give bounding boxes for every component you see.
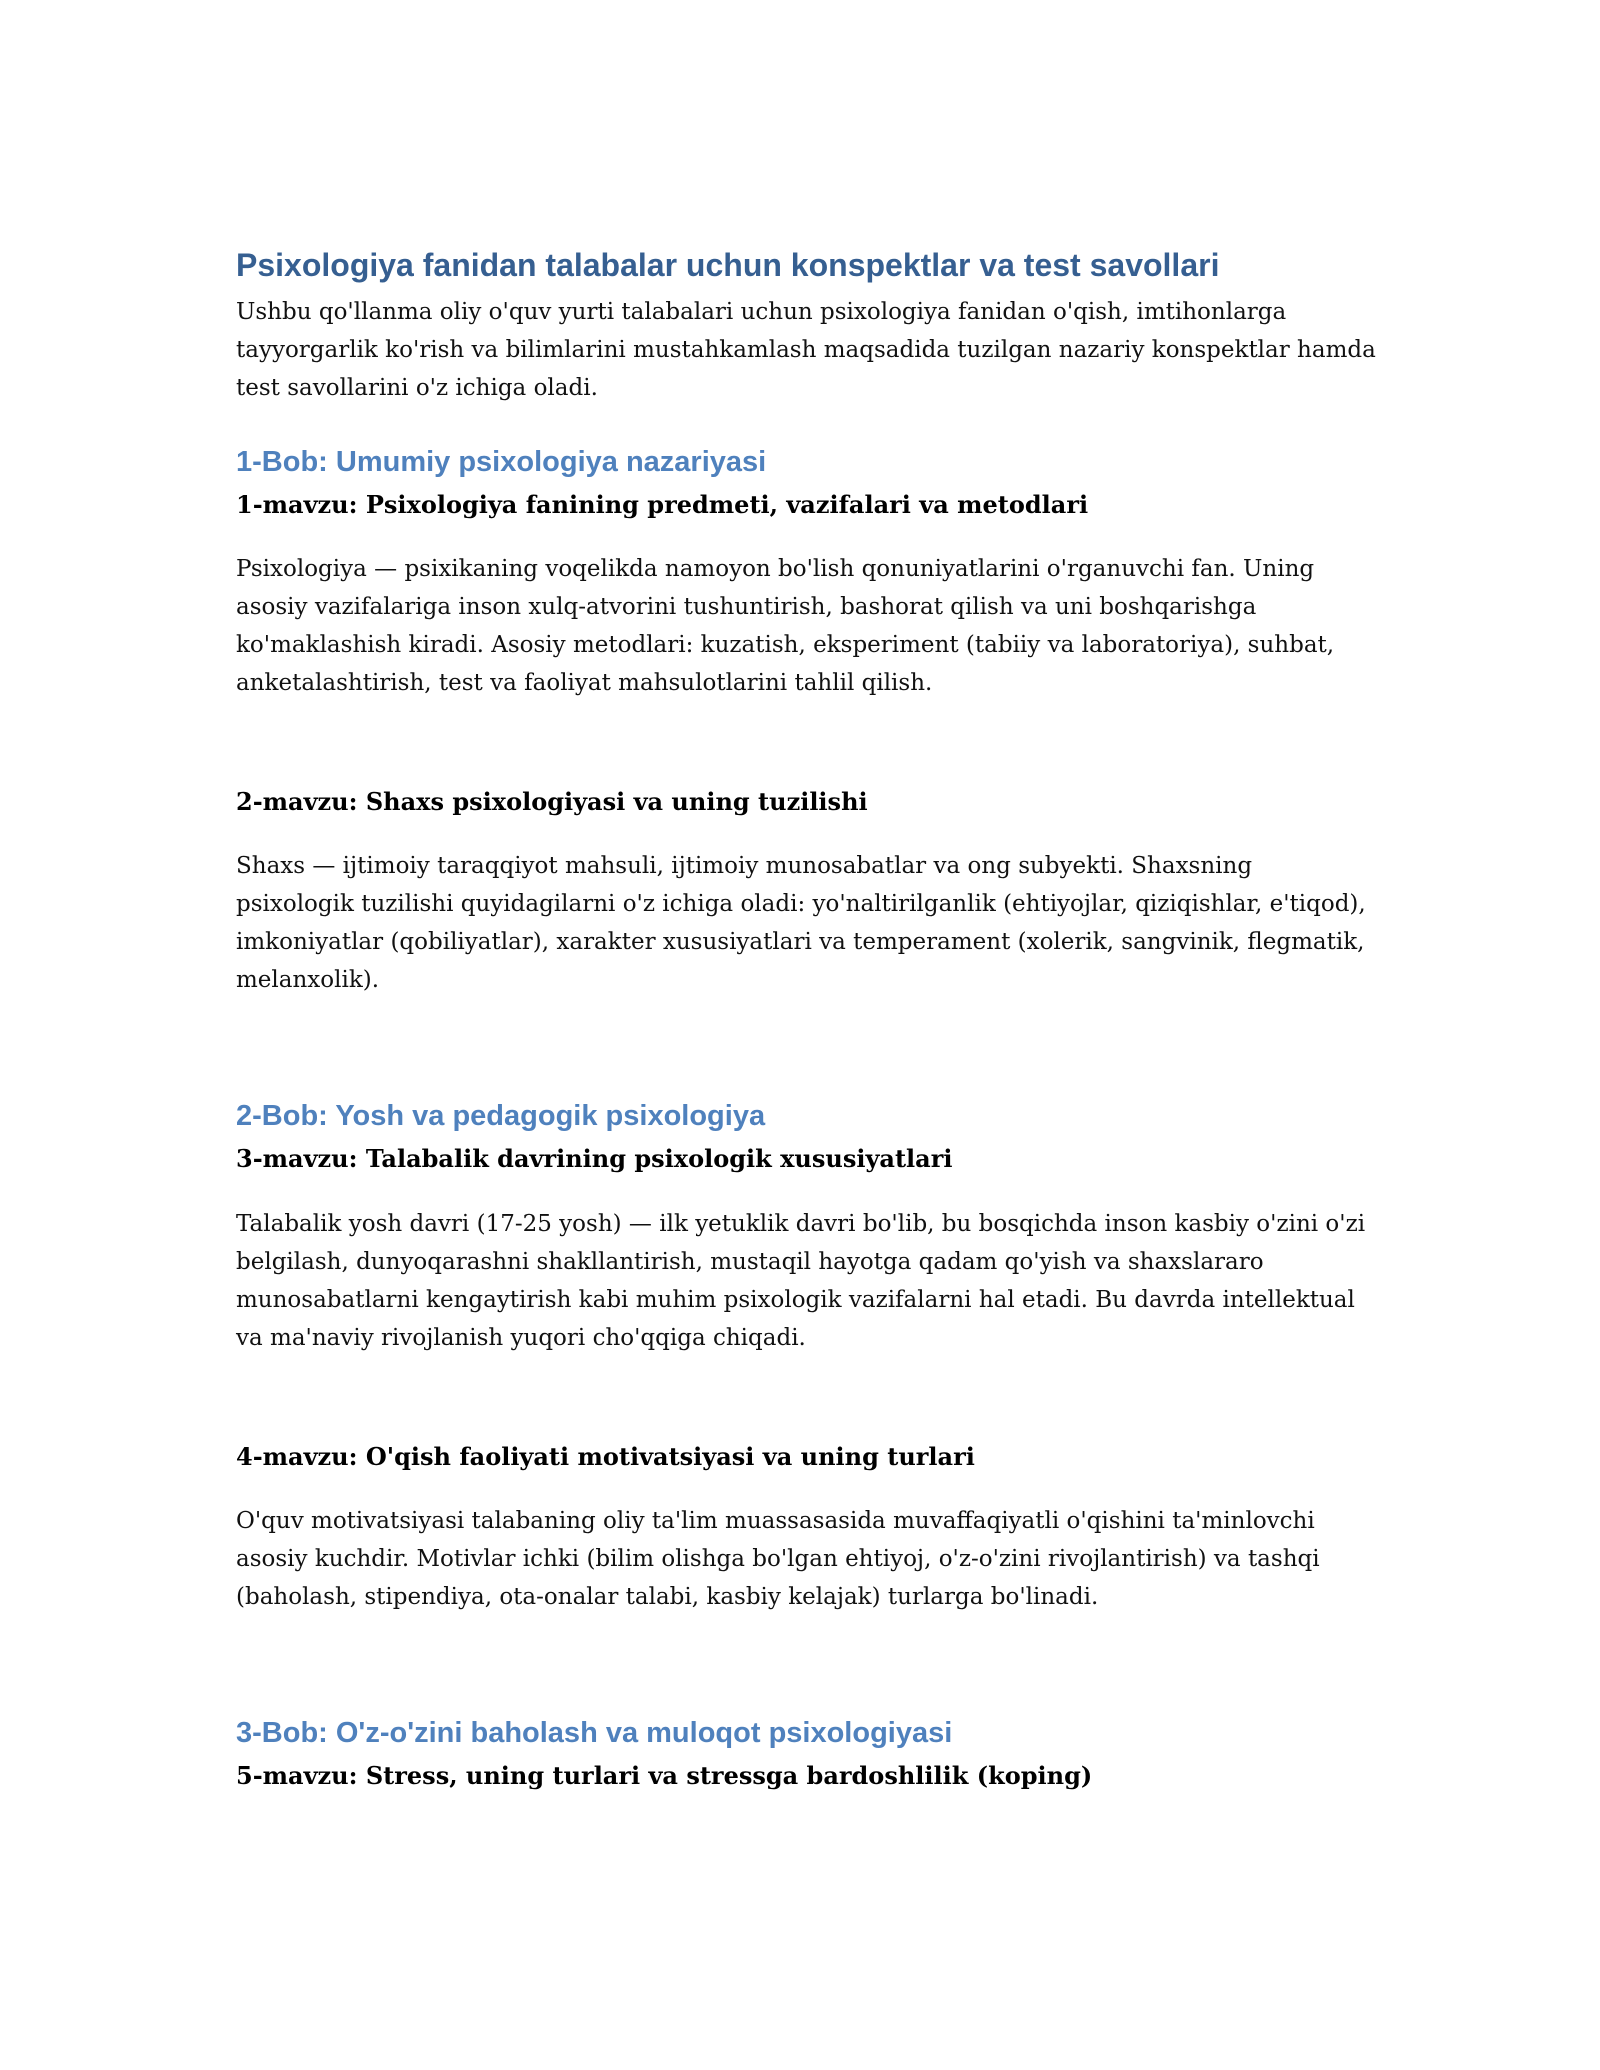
topic-title: 3-mavzu: Talabalik davrining psixologik xususiyatlari: [236, 1144, 953, 1174]
document-intro: Ushbu qo'llanma oliy o'quv yurti talabalari uchun psixologiya fanidan o'qish, imtihonlarga tayyorgarlik ko'rish va bilimlarini mustahkamlash maqsadida tuzilgan nazariy konspektlar hamda test savollarini o'z ichiga oladi.: [236, 299, 1376, 402]
topic-title: 4-mavzu: O'qish faoliyati motivatsiyasi va uning turlari: [236, 1441, 975, 1471]
document-title: Psixologiya fanidan talabalar uchun konspektlar va test savollari: [236, 247, 1220, 283]
topic-title: 5-mavzu: Stress, uning turlari va stressga bardoshlilik (koping): [236, 1760, 1093, 1790]
chapter-2: [236, 1101, 1376, 1615]
document-page: [236, 248, 1376, 1821]
topic-text: Psixologiya — psixikaning voqelikda namoyon bo'lish qonuniyatlarini o'rganuvchi fan. Uning asosiy vazifalariga inson xulq-atvorini tushuntirish, bashorat qilish va uni boshqarishga ko'maklashish kiradi. Asosiy metodlari: kuzatish, eksperiment (tabiiy va laboratoriya), suhbat, anketalashtirish, test va faoliyat mahsulotlarini tahlil qilish.: [236, 556, 1335, 697]
topic-title: 1-mavzu: Psixologiya fanining predmeti, vazifalari va metodlari: [236, 490, 1089, 520]
topic-text: Talabalik yosh davri (17-25 yosh) — ilk yetuklik davri bo'lib, bu bosqichda inson kasbiy o'zini o'zi belgilash, dunyoqarashni shakllantirish, mustaqil hayotga qadam qo'yish va shaxslararo munosabatlarni kengaytirish kabi muhim psixologik vazifalarni hal etadi. Bu davrda intellektual va ma'naviy rivojlanish yuqori cho'qqiga chiqadi.: [236, 1210, 1366, 1351]
spacer: [236, 702, 1376, 786]
spacer: [236, 1357, 1376, 1441]
chapter-3: [236, 1718, 1376, 1791]
chapter-title: 3-Bob: O'z-o'zini baholash va muloqot psixologiyasi: [236, 1716, 953, 1749]
topic-title: 2-mavzu: Shaxs psixologiyasi va uning tuzilishi: [236, 787, 868, 817]
chapter-title: 1-Bob: Umumiy psixologiya nazariyasi: [236, 446, 767, 479]
topic-text: O'quv motivatsiyasi talabaning oliy ta'lim muassasasida muvaffaqiyatli o'qishini ta'minlovchi asosiy kuchdir. Motivlar ichki (bilim olishga bo'lgan ehtiyoj, o'z-o'zini rivojlantirish) va tashqi (baholash, stipendiya, ota-onalar talabi, kasbiy kelajak) turlarga bo'linadi.: [236, 1507, 1320, 1610]
topic-text: Shaxs — ijtimoiy taraqqiyot mahsuli, ijtimoiy munosabatlar va ong subyekti. Shaxsning psixologik tuzilishi quyidagilarni o'z ichiga oladi: yo'naltirilganlik (ehtiyojlar, qiziqishlar, e'tiqod), imkoniyatlar (qobiliyatlar), xarakter xususiyatlari va temperament (xolerik, sangvinik, flegmatik, melanxolik).: [236, 853, 1366, 994]
chapter-1: [236, 447, 1376, 999]
chapter-title: 2-Bob: Yosh va pedagogik psixologiya: [236, 1100, 766, 1133]
spacer: [236, 999, 1376, 1101]
spacer: [236, 1616, 1376, 1718]
